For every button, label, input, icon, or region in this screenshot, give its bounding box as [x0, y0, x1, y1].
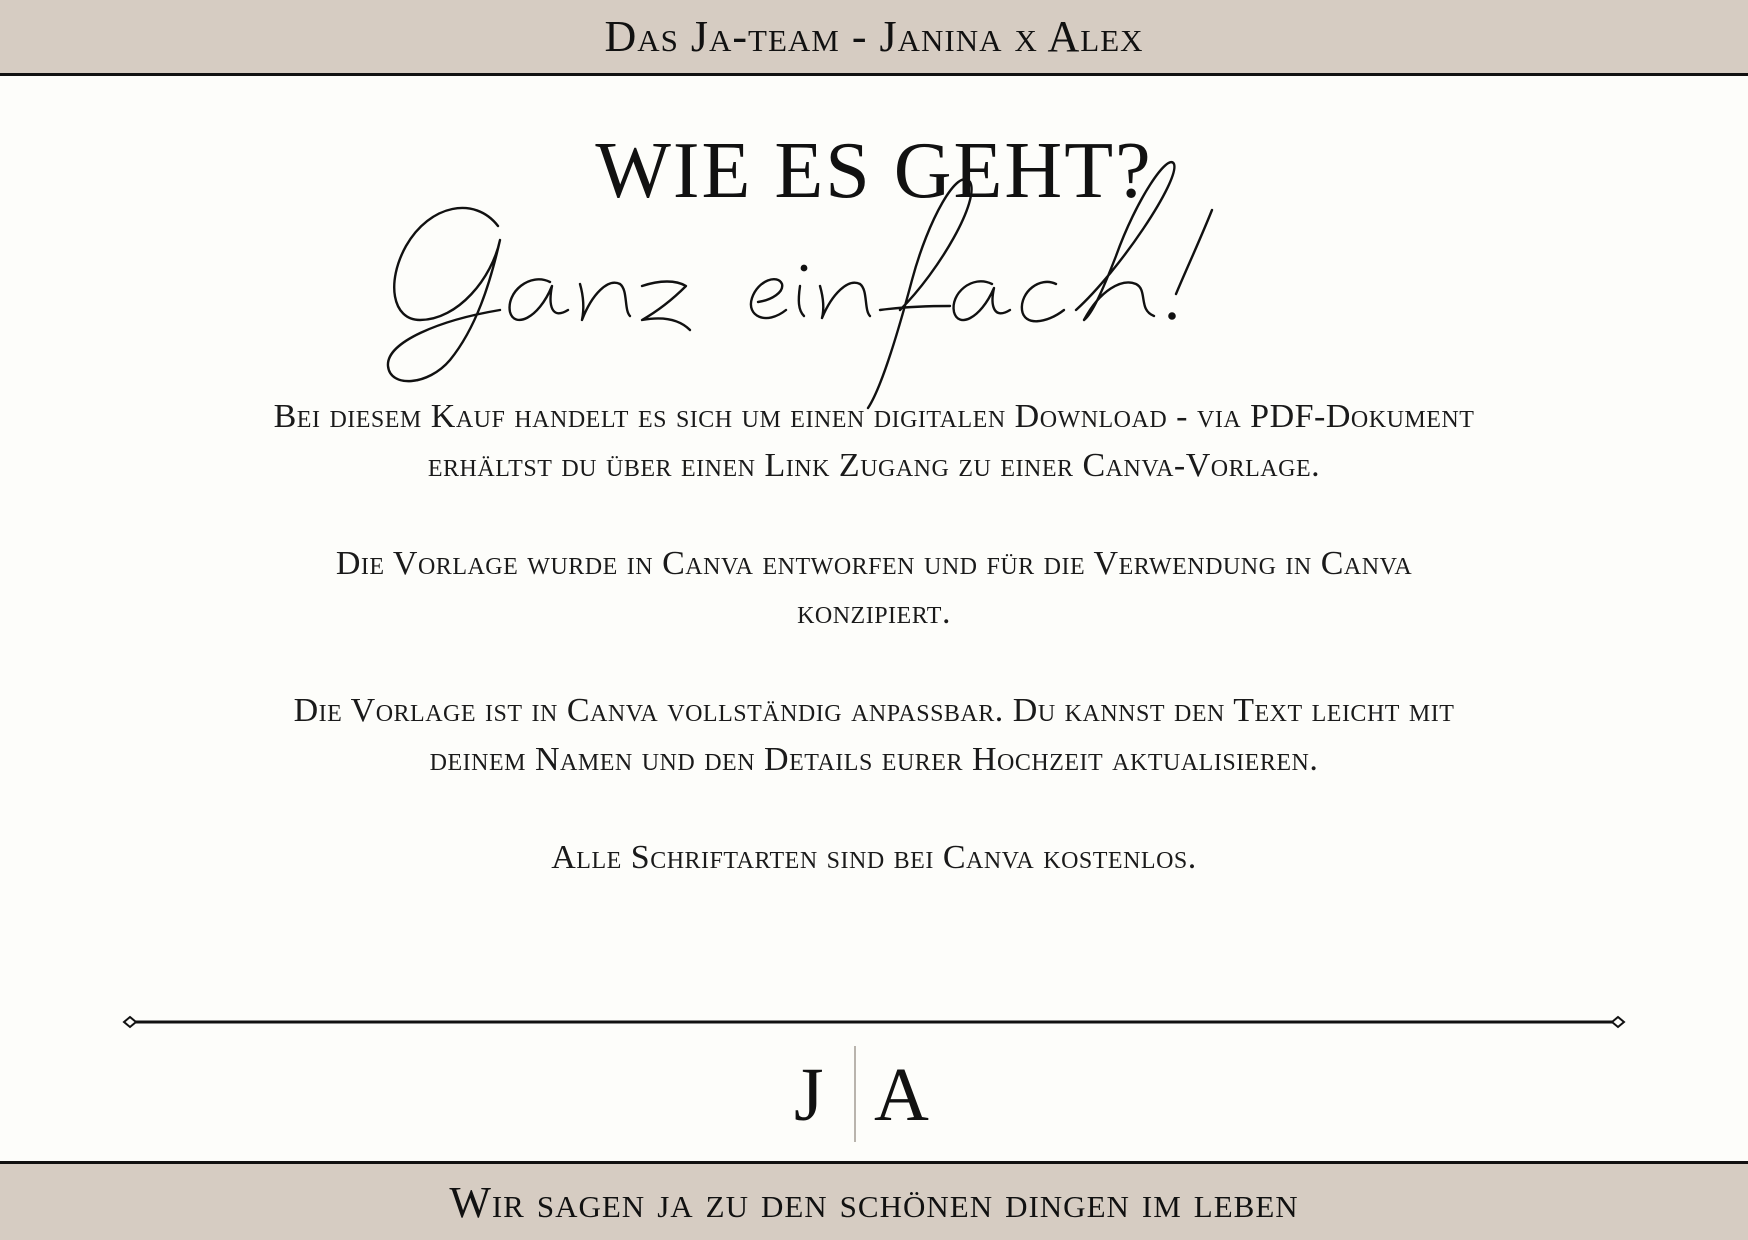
description-body	[260, 392, 1488, 882]
footer-band	[0, 1161, 1748, 1240]
description-paragraph: Die Vorlage wurde in Canva entworfen und für die Verwendung in Canva konzipiert.	[335, 545, 1413, 631]
script-lettering	[380, 160, 1380, 410]
description-paragraph: Alle Schriftarten sind bei Canva kostenlos.	[551, 839, 1197, 876]
description-paragraph: Die Vorlage ist in Canva vollständig anpassbar. Du kannst den Text leicht mit deinem Namen und den Details eurer Hochzeit aktualisieren.	[293, 692, 1455, 778]
monogram-right-letter: A	[874, 1053, 929, 1137]
ornamental-divider	[120, 1010, 1628, 1034]
header-text: Das Ja-team - Janina x Alex	[604, 12, 1144, 61]
description-paragraph: Bei diesem Kauf handelt es sich um einen digitalen Download - via PDF-Dokument erhältst du über einen Link Zugang zu einer Canva-Vorlage.	[273, 398, 1475, 484]
footer-text: Wir sagen ja zu den schönen dingen im leben	[449, 1177, 1299, 1227]
monogram-left-letter: J	[794, 1053, 824, 1137]
headline-title: WIE ES GEHT?	[595, 127, 1153, 215]
monogram-separator	[854, 1046, 856, 1142]
monogram-logo	[774, 1042, 974, 1146]
header-band	[0, 0, 1748, 76]
